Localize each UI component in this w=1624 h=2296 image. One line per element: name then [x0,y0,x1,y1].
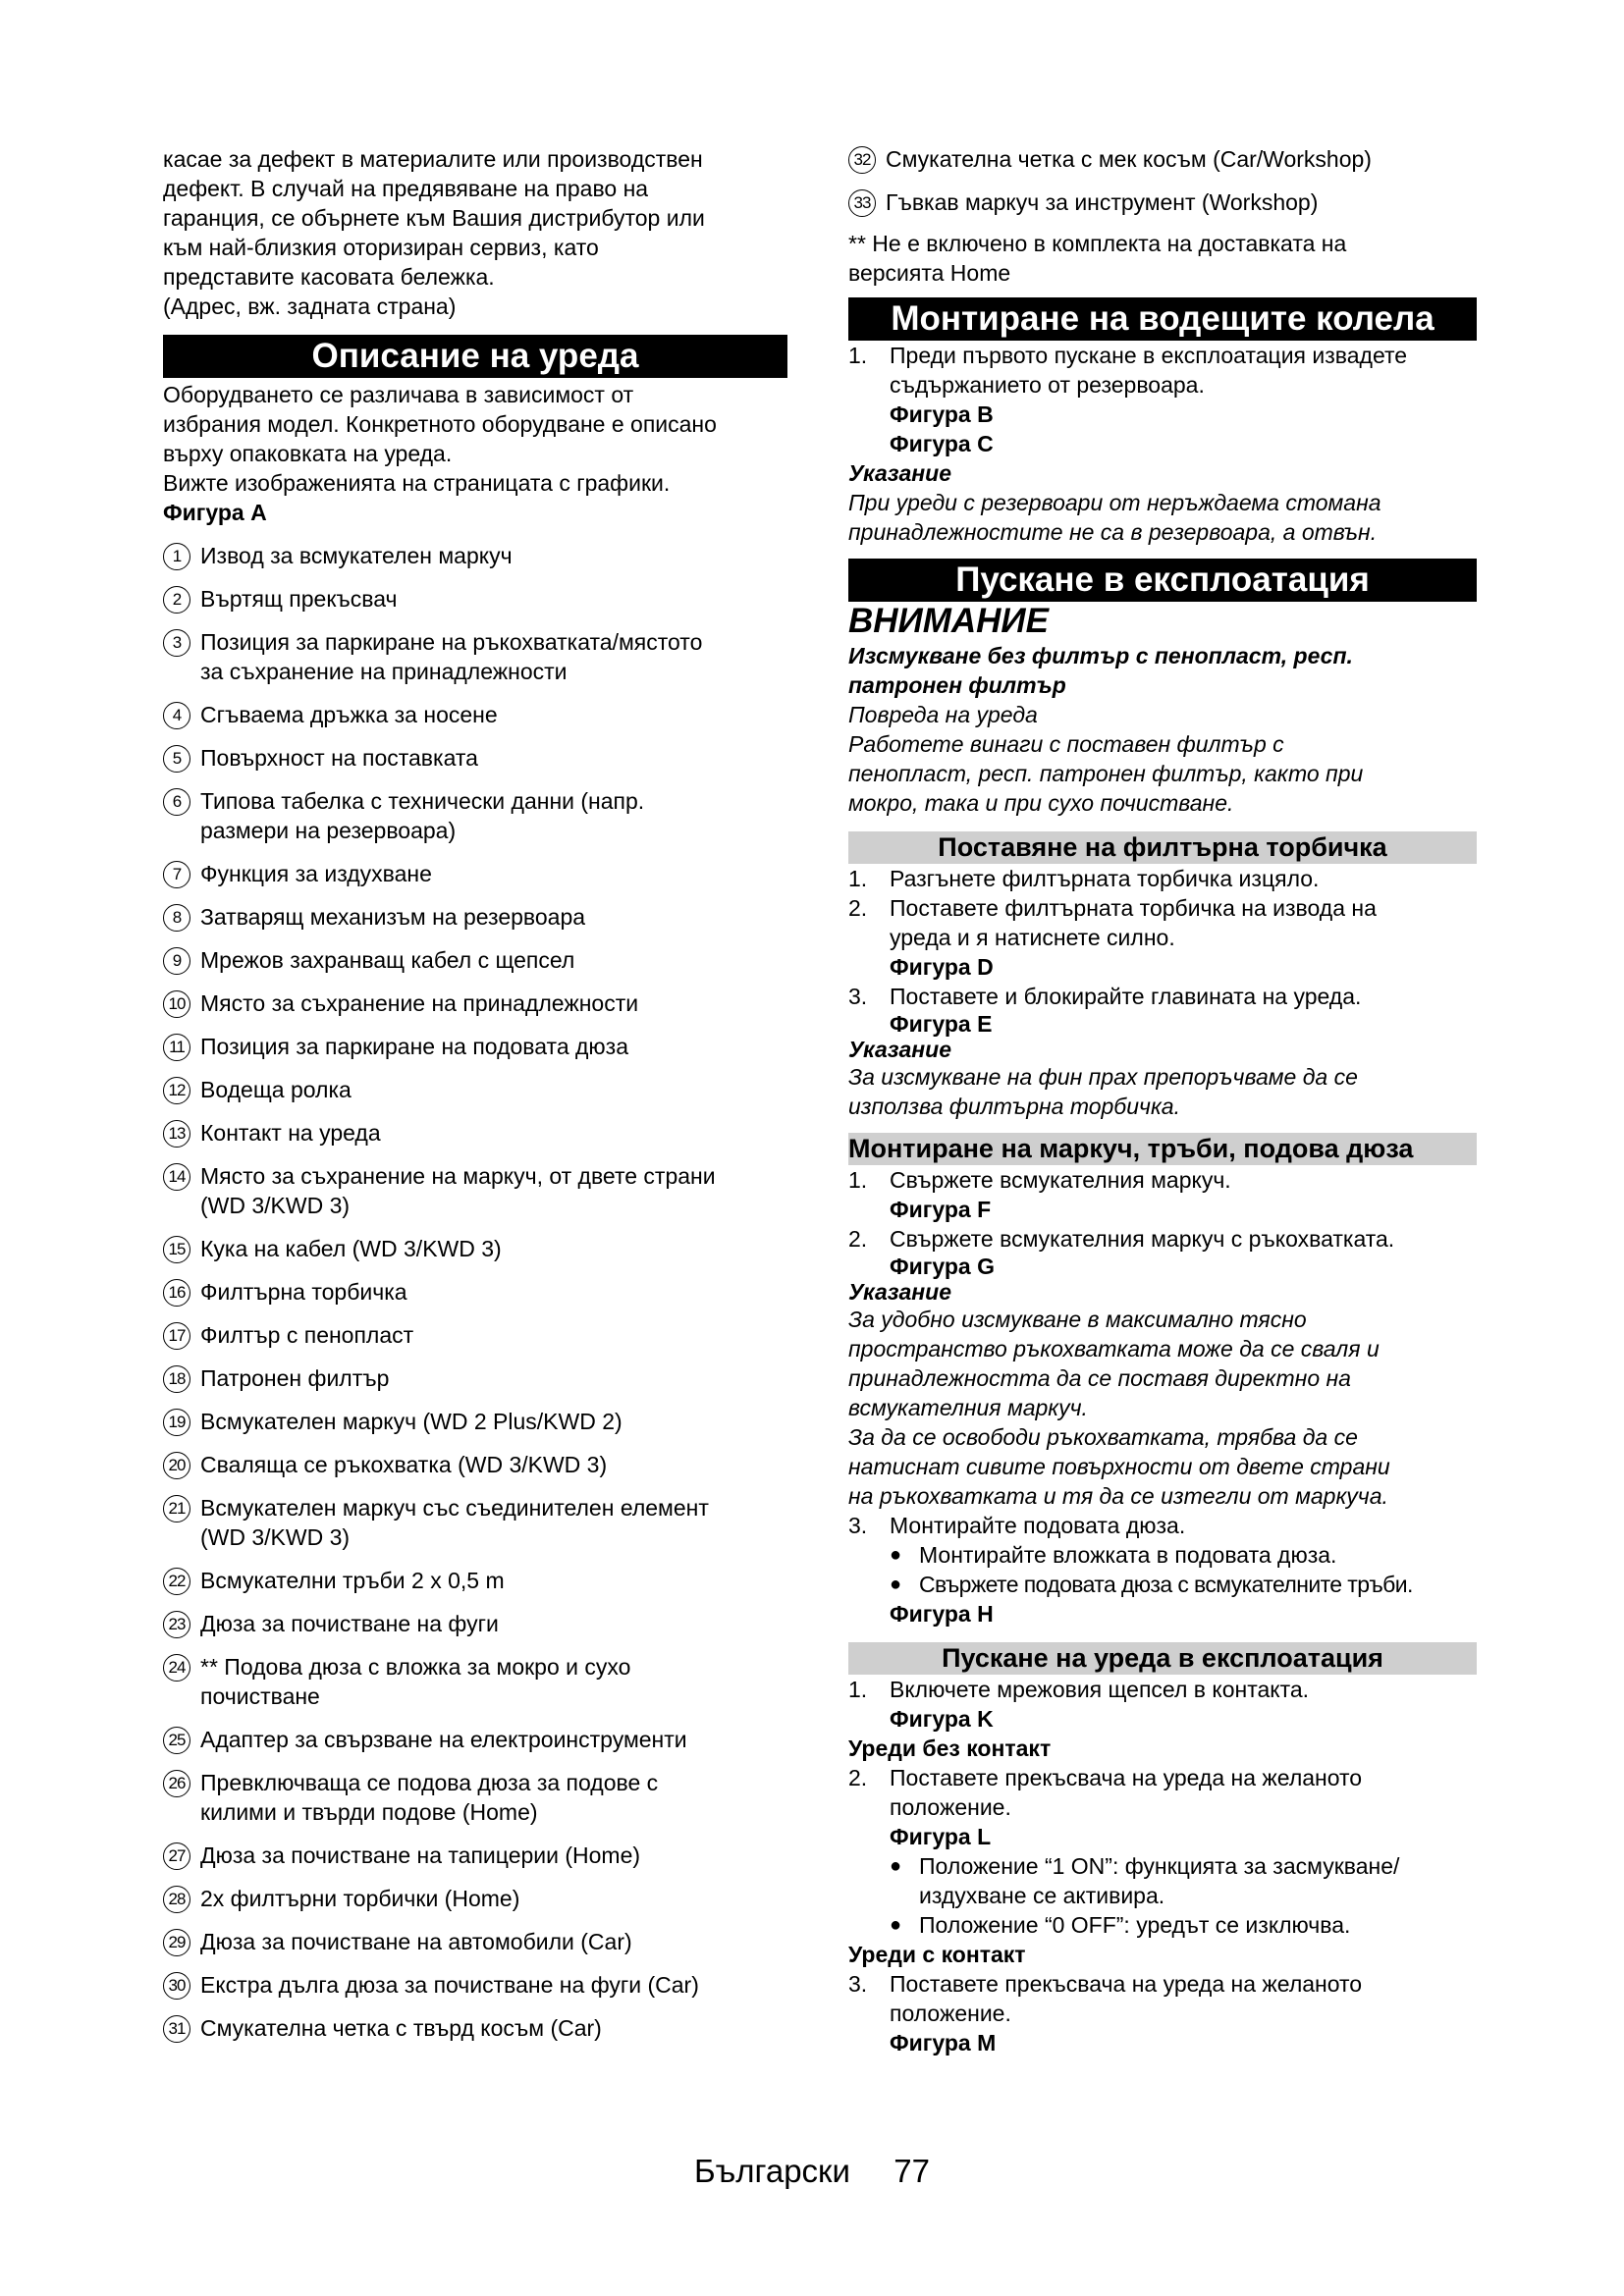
text-line: За удобно изсмукване в максимално тясно [848,1307,1307,1332]
part-label: за съхранение на принадлежности [200,659,568,684]
part-item [163,1450,787,1479]
part-number-circle: 1 [163,543,190,570]
part-number-circle: 30 [163,1972,190,2000]
part-label: Филтърна торбичка [200,1279,407,1305]
page-footer [0,2152,1624,2191]
figure-ref: Фигура A [163,500,267,525]
footer-language: Български [694,2153,850,2189]
part-item [163,1927,787,1956]
part-number-circle: 29 [163,1929,190,1956]
part-item [163,700,787,729]
step-number: 2. [848,1765,868,1790]
part-label: Всмукателни тръби 2 x 0,5 m [200,1568,505,1593]
part-item [163,1725,787,1754]
description-text [163,380,787,498]
text-line: Свържете всмукателния маркуч. [890,1167,1231,1193]
part-item [848,187,1477,217]
text-line: положение. [890,1794,1011,1820]
step-number: 1. [848,866,868,891]
part-label: Кука на кабел (WD 3/KWD 3) [200,1236,502,1261]
part-number-circle: 28 [163,1886,190,1913]
part-number-circle: 16 [163,1279,190,1307]
part-number-circle: 4 [163,702,190,729]
figure-ref: Фигура B [890,401,994,427]
text-line: Монтирайте вложката в подовата дюза. [919,1542,1337,1568]
text-line: Оборудването се различава в зависимост от [163,382,634,407]
text-line: представите касовата бележка. [163,264,495,290]
part-label: почистване [200,1683,320,1709]
text-line: Поставете филтърната торбичка на извода на [890,895,1377,921]
text-line: Свържете всмукателния маркуч с ръкохватката. [890,1226,1395,1252]
part-item [163,1970,787,2000]
part-item [163,2013,787,2043]
text-line: мокро, така и при сухо почистване. [848,790,1234,816]
part-item [163,1363,787,1393]
text-line: положение. [890,2001,1011,2026]
text-line: Работете винаги с поставен филтър с [848,731,1284,757]
part-label: Дюза за почистване на фуги [200,1611,499,1636]
part-label: 2x филтърни торбички (Home) [200,1886,520,1911]
part-label: Филтър с пенопласт [200,1322,414,1348]
part-label: Дюза за почистване на автомобили (Car) [200,1929,632,1954]
step-number: 1. [848,1677,868,1702]
parts-list [163,541,787,2043]
part-label: Място за съхранение на принадлежности [200,990,639,1016]
figure-ref: Фигура H [890,1601,994,1627]
text-line: на ръкохватката и тя да се изтегли от маркуча. [848,1483,1388,1509]
part-number-circle: 18 [163,1365,190,1393]
part-number-circle: 12 [163,1077,190,1104]
part-number-circle: 25 [163,1727,190,1754]
part-number-circle: 23 [163,1611,190,1638]
part-label: Смукателна четка с мек косъм (Car/Workshop) [886,146,1372,172]
part-label: Всмукателен маркуч (WD 2 Plus/KWD 2) [200,1409,623,1434]
part-label: Повърхност на поставката [200,745,478,771]
part-item [163,1768,787,1827]
text-line: Свържете подовата дюза с всмукателните тръби. [919,1572,1413,1597]
text-line: уреда и я натиснете силно. [890,925,1175,950]
step-number: 1. [848,343,868,368]
part-label: Мрежов захранващ кабел с щепсел [200,947,575,973]
part-number-circle: 13 [163,1120,190,1148]
part-number-circle: 3 [163,629,190,657]
bullet-item [848,1910,1477,1940]
part-label: Всмукателен маркуч със съединителен елемент [200,1495,709,1521]
part-item [163,1277,787,1307]
text-line: патронен филтър [848,672,1066,698]
part-label: (WD 3/KWD 3) [200,1193,351,1218]
text-line: Поставете и блокирайте главината на уреда. [890,984,1362,1009]
part-item [163,859,787,888]
text-line: Монтирайте подовата дюза. [890,1513,1186,1538]
step-number: 2. [848,1226,868,1252]
figure-ref: Фигура C [890,431,994,456]
note-label: Указание [848,460,951,486]
text-line: върху опаковката на уреда. [163,441,453,466]
step [848,1511,1477,1540]
part-item [163,1032,787,1061]
part-number-circle: 20 [163,1452,190,1479]
part-number-circle: 22 [163,1568,190,1595]
part-label: Сваляща се ръкохватка (WD 3/KWD 3) [200,1452,608,1477]
text-line: Повреда на уреда [848,702,1038,727]
step [848,893,1477,952]
part-number-circle: 32 [848,146,876,174]
step [848,341,1477,400]
subheading: Уреди с контакт [848,1942,1026,1967]
part-item [163,743,787,773]
part-label: Сгъваема дръжка за носене [200,702,498,727]
section-heading-description: Описание на уреда [163,335,787,378]
text-line: избрания модел. Конкретното оборудване е описано [163,411,717,437]
part-item [848,144,1477,174]
bullet-item [848,1570,1477,1599]
note-label: Указание [848,1279,951,1305]
part-label: Дюза за почистване на тапицерии (Home) [200,1842,641,1868]
part-item [163,1652,787,1711]
part-number-circle: 24 [163,1654,190,1682]
warranty-text [163,144,787,321]
note-label: Указание [848,1037,951,1062]
part-item [163,541,787,570]
part-item [163,786,787,845]
part-item [163,1566,787,1595]
part-number-circle: 15 [163,1236,190,1263]
part-item [163,1884,787,1913]
part-number-circle: 17 [163,1322,190,1350]
step-number: 3. [848,1513,868,1538]
step [848,1165,1477,1195]
part-label: Позиция за паркиране на подовата дюза [200,1034,629,1059]
text-line: (Адрес, вж. задната страна) [163,294,457,319]
part-item [163,1234,787,1263]
bullet-icon: ● [890,1855,902,1877]
step [848,1224,1477,1254]
part-item [163,1161,787,1220]
not-included-note [848,229,1477,288]
bullet-item [848,1540,1477,1570]
text-line: гаранция, се обърнете към Вашия дистрибутор или [163,205,705,231]
text-line: Разгънете филтърната торбичка изцяло. [890,866,1320,891]
subheading: Уреди без контакт [848,1735,1052,1761]
text-line: Поставете прекъсвача на уреда на желаното [890,1765,1363,1790]
part-number-circle: 31 [163,2015,190,2043]
text-line: За изсмукване на фин прах препоръчваме да се [848,1064,1358,1090]
step [848,1675,1477,1704]
parts-list-continued [848,144,1477,217]
figure-ref: Фигура F [890,1197,992,1222]
part-label: Затварящ механизъм на резервоара [200,904,586,930]
step-number: 3. [848,984,868,1009]
step-number: 3. [848,1971,868,1997]
part-number-circle: 2 [163,586,190,614]
part-label: размери на резервоара) [200,818,457,843]
bullet-item [848,1851,1477,1910]
bullet-icon: ● [890,1574,902,1595]
part-number-circle: 26 [163,1770,190,1797]
part-number-circle: 6 [163,788,190,816]
subsection-heading-bag: Поставяне на филтърна торбичка [848,831,1477,864]
part-number-circle: 33 [848,189,876,217]
step [848,864,1477,893]
part-number-circle: 7 [163,861,190,888]
step [848,1969,1477,2028]
part-item [163,1407,787,1436]
text-line: всмукателния маркуч. [848,1395,1088,1420]
part-label: Адаптер за свързване на електроинструменти [200,1727,687,1752]
text-line: Вижте изображенията на страницата с графики. [163,470,671,496]
figure-ref: Фигура L [890,1824,992,1849]
step-number: 2. [848,895,868,921]
part-label: Гъвкав маркуч за инструмент (Workshop) [886,189,1319,215]
text-line: дефект. В случай на предявяване на право на [163,176,649,201]
text-line: версията Home [848,260,1011,286]
part-label: Смукателна четка с твърд косъм (Car) [200,2015,602,2041]
part-number-circle: 5 [163,745,190,773]
part-label: Контакт на уреда [200,1120,381,1146]
part-number-circle: 9 [163,947,190,975]
part-label: Типова табелка с технически данни (напр. [200,788,645,814]
text-line: натиснат сивите повърхности от двете страни [848,1454,1390,1479]
part-number-circle: 8 [163,904,190,932]
figure-ref: Фигура E [890,1011,993,1037]
text-line: Изсмукване без филтър с пенопласт, респ. [848,643,1353,668]
part-label: Патронен филтър [200,1365,390,1391]
figure-ref: Фигура D [890,954,994,980]
part-number-circle: 19 [163,1409,190,1436]
part-label: Екстра дълга дюза за почистване на фуги (Car) [200,1972,699,1998]
step [848,1763,1477,1822]
text-line: пенопласт, респ. патронен филтър, както при [848,761,1364,786]
figure-ref: Фигура G [890,1254,995,1279]
text-line: принадлежностите не са в резервоара, а отвън. [848,519,1378,545]
text-line: съдържанието от резервоара. [890,372,1205,398]
part-label: килими и твърди подове (Home) [200,1799,538,1825]
part-label: Въртящ прекъсвач [200,586,398,612]
part-item [163,1609,787,1638]
page-number: 77 [893,2153,930,2189]
text-line: касае за дефект в материалите или производствен [163,146,703,172]
text-line: Поставете прекъсвача на уреда на желаното [890,1971,1363,1997]
section-heading-start: Пускане в експлоатация [848,559,1477,602]
part-number-circle: 11 [163,1034,190,1061]
subsection-heading-hose: Монтиране на маркуч, тръби, подова дюза [848,1133,1477,1165]
step [848,982,1477,1011]
part-item [163,627,787,686]
part-number-circle: 14 [163,1163,190,1191]
part-item [163,1320,787,1350]
left-column [163,144,787,2043]
part-item [163,1493,787,1552]
part-item [163,1841,787,1870]
part-label: Място за съхранение на маркуч, от двете страни [200,1163,716,1189]
figure-ref: Фигура M [890,2030,997,2056]
part-number-circle: 21 [163,1495,190,1522]
text-line: Преди първото пускане в експлоатация извадете [890,343,1408,368]
figure-ref: Фигура K [890,1706,994,1732]
text-line: към най-близкия оторизиран сервиз, като [163,235,599,260]
text-line: При уреди с резервоари от неръждаема стомана [848,490,1381,515]
text-line: издухване се активира. [919,1883,1165,1908]
part-label: ** Подова дюза с вложка за мокро и сухо [200,1654,631,1680]
part-item [163,945,787,975]
text-line: Положение “0 OFF”: уредът се изключва. [919,1912,1351,1938]
subsection-heading-run: Пускане на уреда в експлоатация [848,1642,1477,1675]
part-item [163,1075,787,1104]
part-label: Функция за издухване [200,861,432,886]
part-item [163,988,787,1018]
part-number-circle: 10 [163,990,190,1018]
text-line: Положение “1 ON”: функцията за засмукване/ [919,1853,1400,1879]
part-label: Превключваща се подова дюза за подове с [200,1770,659,1795]
part-number-circle: 27 [163,1842,190,1870]
part-item [163,902,787,932]
text-line: ** Не е включено в комплекта на доставката на [848,231,1347,256]
part-label: Извод за всмукателен маркуч [200,543,513,568]
text-line: пространство ръкохватката може да се сваля и [848,1336,1380,1362]
text-line: Включете мрежовия щепсел в контакта. [890,1677,1310,1702]
part-label: (WD 3/KWD 3) [200,1524,351,1550]
part-label: Позиция за паркиране на ръкохватката/мястото [200,629,703,655]
part-item [163,1118,787,1148]
warning-heading: ВНИМАНИЕ [848,602,1049,640]
section-heading-wheels: Монтиране на водещите колела [848,297,1477,341]
bullet-icon: ● [890,1544,902,1566]
text-line: За да се освободи ръкохватката, трябва да се [848,1424,1358,1450]
right-column [848,144,1477,2057]
text-line: принадлежността да се поставя директно на [848,1365,1351,1391]
step-number: 1. [848,1167,868,1193]
text-line: използва филтърна торбичка. [848,1094,1180,1119]
bullet-icon: ● [890,1914,902,1936]
part-item [163,584,787,614]
part-label: Водеща ролка [200,1077,352,1102]
